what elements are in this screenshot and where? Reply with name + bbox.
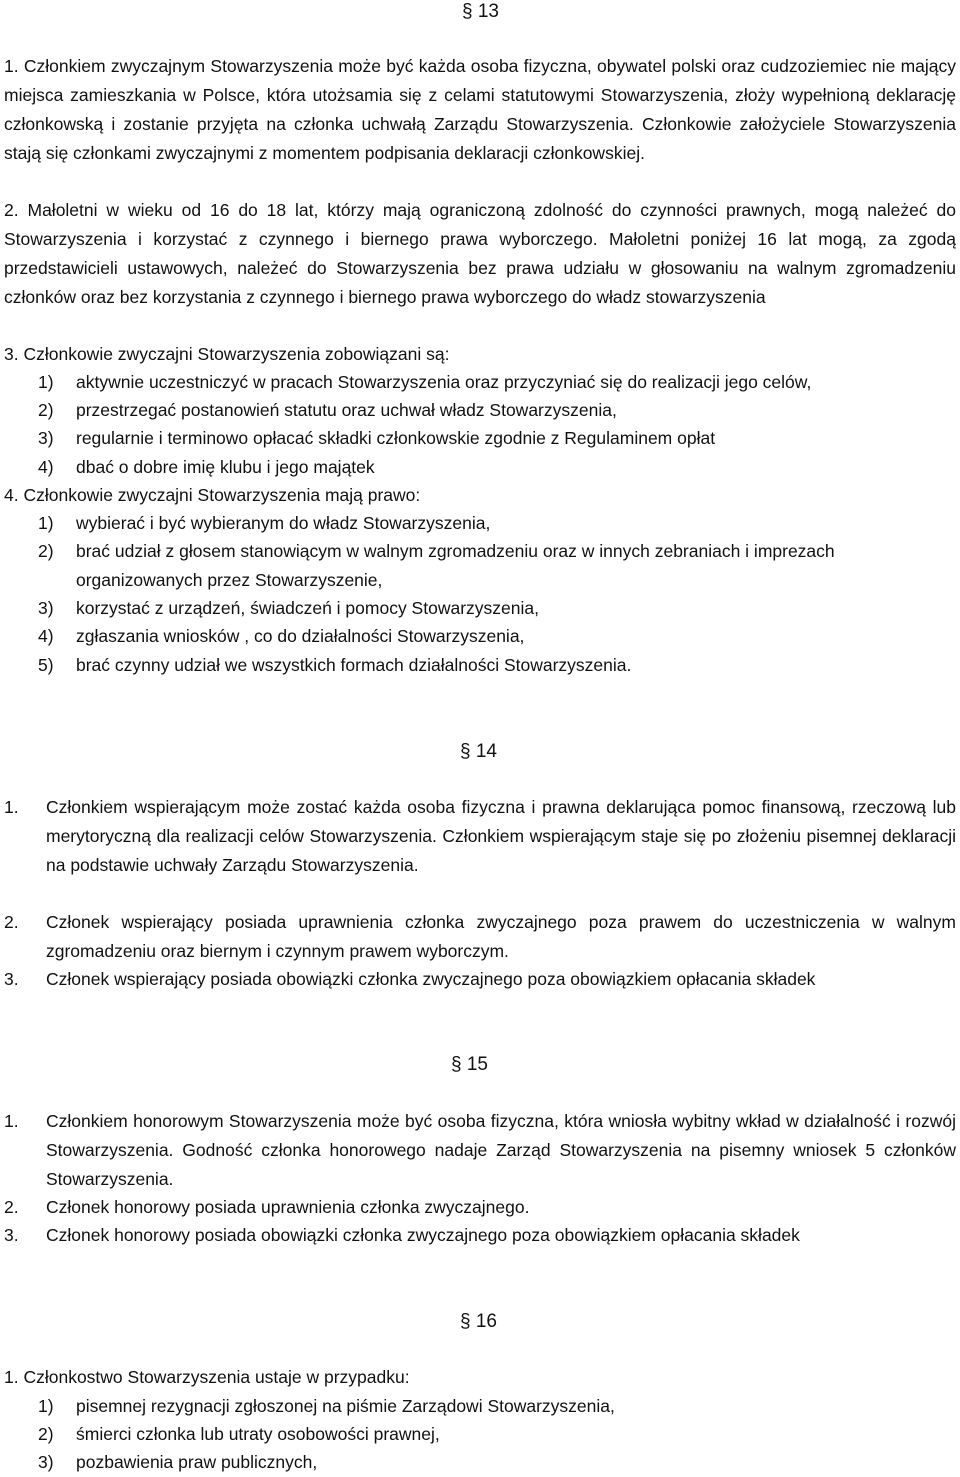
list-item: wybierać i być wybieranym do władz Stowarzyszenia,	[76, 513, 491, 533]
list-item-number: 4)	[38, 626, 54, 646]
list-item: Członkiem wspierającym może zostać każda osoba fizyczna i prawna deklarująca pomoc finansową, rzeczową lub merytoryczną dla realizacji celów Stowarzyszenia. Członkiem wspierającym staje się po złożeniu pisemnej deklaracji na podstawie uchwały Zarządu Stowarzyszenia.	[46, 797, 956, 875]
list-item-number: 3)	[38, 428, 54, 448]
list-item-number: 3.	[4, 969, 19, 989]
section-13-paragraph-2: 2. Małoletni w wieku od 16 do 18 lat, którzy mają ograniczoną zdolność do czynności prawnych, mogą należeć do Stowarzyszenia i korzystać z czynnego i biernego prawa wyborczego. Małoletni poniżej 16 lat mogą, za zgodą przedstawicieli ustawowych, należeć do Stowarzyszenia bez prawa udziału w głosowaniu na walnym zgromadzeniu członków oraz bez korzystania z czynnego i biernego prawa wyborczego do władz stowarzyszenia	[4, 200, 956, 307]
list-item-number: 3.	[4, 1225, 19, 1245]
list-item: regularnie i terminowo opłacać składki członkowskie zgodnie z Regulaminem opłat	[76, 428, 716, 448]
section-13-paragraph-4: 4. Członkowie zwyczajni Stowarzyszenia mają prawo:	[4, 485, 421, 505]
list-item: Członek wspierający posiada uprawnienia członka zwyczajnego poza prawem do uczestniczenia w walnym zgromadzeniu oraz biernym i czynnym prawem wyborczym.	[46, 912, 956, 961]
list-item-number: 3)	[38, 598, 54, 618]
section-14-heading: § 14	[460, 741, 497, 762]
list-item-number: 1.	[4, 797, 19, 817]
list-item: aktywnie uczestniczyć w pracach Stowarzyszenia oraz przyczyniać się do realizacji jego celów,	[76, 372, 812, 392]
list-item-number: 1.	[4, 1111, 19, 1131]
section-15-heading: § 15	[451, 1054, 488, 1075]
list-item-number: 2)	[38, 541, 54, 561]
list-item: Członkiem honorowym Stowarzyszenia może być osoba fizyczna, która wniosła wybitny wkład w działalność i rozwój Stowarzyszenia. Godność członka honorowego nadaje Zarząd Stowarzyszenia na pisemny wniosek 5 członków Stowarzyszenia.	[46, 1111, 956, 1189]
section-16-paragraph-1: 1. Członkostwo Stowarzyszenia ustaje w przypadku:	[4, 1367, 410, 1387]
list-item: Członek wspierający posiada obowiązki członka zwyczajnego poza obowiązkiem opłacania składek	[46, 969, 816, 989]
list-item: pozbawienia praw publicznych,	[76, 1452, 318, 1472]
list-item-number: 2.	[4, 1197, 19, 1217]
list-item-number: 1)	[38, 372, 54, 392]
section-13-paragraph-1: 1. Członkiem zwyczajnym Stowarzyszenia może być każda osoba fizyczna, obywatel polski oraz cudzoziemiec nie mający miejsca zamieszkania w Polsce, która utożsamia się z celami statutowymi Stowarzyszenia, złoży wypełnioną deklarację członkowską i zostanie przyjęta na członka uchwałą Zarządu Stowarzyszenia. Członkowie założyciele Stowarzyszenia stają się członkami zwyczajnymi z momentem podpisania deklaracji członkowskiej.	[4, 56, 956, 163]
list-item: dbać o dobre imię klubu i jego majątek	[76, 457, 375, 477]
list-item-number: 5)	[38, 655, 54, 675]
list-item-number: 1)	[38, 1396, 54, 1416]
list-item-number: 3)	[38, 1452, 54, 1472]
list-item-number: 1)	[38, 513, 54, 533]
section-16-heading: § 16	[460, 1311, 497, 1332]
list-item: brać udział z głosem stanowiącym w walnym zgromadzeniu oraz w innych zebraniach i imprezach organizowanych przez Stowarzyszenie,	[76, 541, 835, 590]
list-item: zgłaszania wniosków , co do działalności Stowarzyszenia,	[76, 626, 525, 646]
list-item: przestrzegać postanowień statutu oraz uchwał władz Stowarzyszenia,	[76, 400, 617, 420]
list-item: pisemnej rezygnacji zgłoszonej na piśmie Zarządowi Stowarzyszenia,	[76, 1396, 615, 1416]
list-item: śmierci członka lub utraty osobowości prawnej,	[76, 1424, 440, 1444]
list-item-number: 2.	[4, 912, 19, 932]
list-item: korzystać z urządzeń, świadczeń i pomocy Stowarzyszenia,	[76, 598, 539, 618]
list-item-number: 2)	[38, 1424, 54, 1444]
list-item: Członek honorowy posiada uprawnienia członka zwyczajnego.	[46, 1197, 530, 1217]
section-13-heading: § 13	[462, 1, 499, 22]
list-item: brać czynny udział we wszystkich formach działalności Stowarzyszenia.	[76, 655, 632, 675]
list-item-number: 2)	[38, 400, 54, 420]
list-item: Członek honorowy posiada obowiązki członka zwyczajnego poza obowiązkiem opłacania składek	[46, 1225, 800, 1245]
list-item-number: 4)	[38, 457, 54, 477]
section-13-paragraph-3: 3. Członkowie zwyczajni Stowarzyszenia zobowiązani są:	[4, 344, 450, 364]
